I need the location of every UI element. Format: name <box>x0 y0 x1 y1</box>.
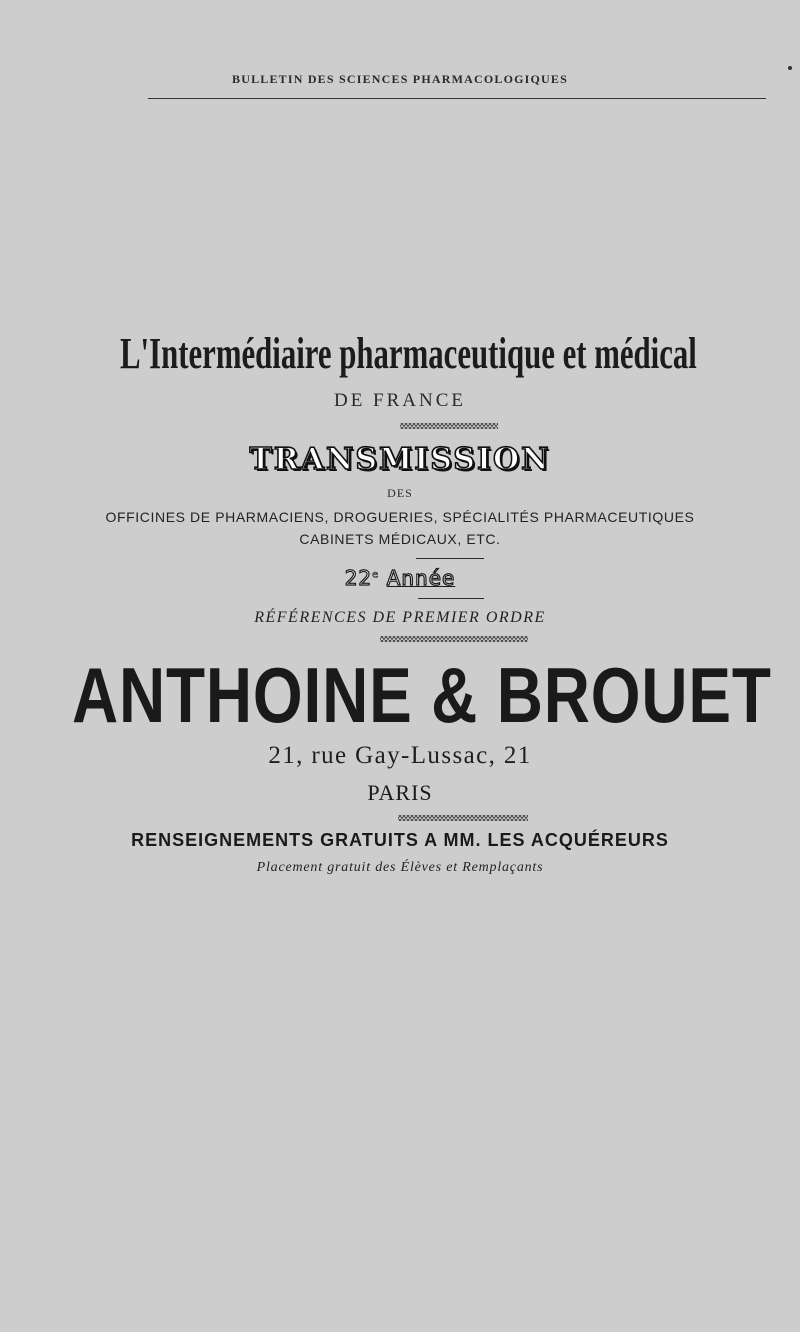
des-label: DES <box>387 486 413 500</box>
transmission-heading: TRANSMISSION <box>249 442 551 477</box>
info-line: RENSEIGNEMENTS GRATUITS A MM. LES ACQUÉREURS <box>131 830 669 850</box>
divider-rule <box>418 598 484 599</box>
wavy-ornament <box>400 423 498 429</box>
header-rule <box>148 98 766 99</box>
services-line-1: OFFICINES DE PHARMACIENS, DROGUERIES, SPÉCIALITÉS PHARMACEUTIQUES <box>105 509 695 525</box>
wavy-ornament <box>398 815 528 821</box>
references-line: RÉFÉRENCES DE PREMIER ORDRE <box>254 609 546 626</box>
company-name: ANTHOINE & BROUET <box>72 651 772 739</box>
divider-rule <box>416 558 484 559</box>
annee-line <box>0 566 800 590</box>
annee-number: 22 <box>344 566 373 590</box>
annee-superscript: e <box>372 569 380 581</box>
services-line-2: CABINETS MÉDICAUX, ETC. <box>299 531 501 547</box>
company-city: PARIS <box>367 780 433 805</box>
annee-word: Année <box>386 566 456 590</box>
ad-title: L'Intermédiaire pharmaceutique et médical <box>120 329 697 378</box>
ad-subtitle: DE FRANCE <box>333 390 467 411</box>
company-address: 21, rue Gay-Lussac, 21 <box>268 742 532 769</box>
running-header: BULLETIN DES SCIENCES PHARMACOLOGIQUES <box>232 72 568 86</box>
placement-line: Placement gratuit des Élèves et Remplaçants <box>256 860 544 875</box>
wavy-ornament <box>380 636 528 642</box>
page-mark <box>788 66 792 70</box>
